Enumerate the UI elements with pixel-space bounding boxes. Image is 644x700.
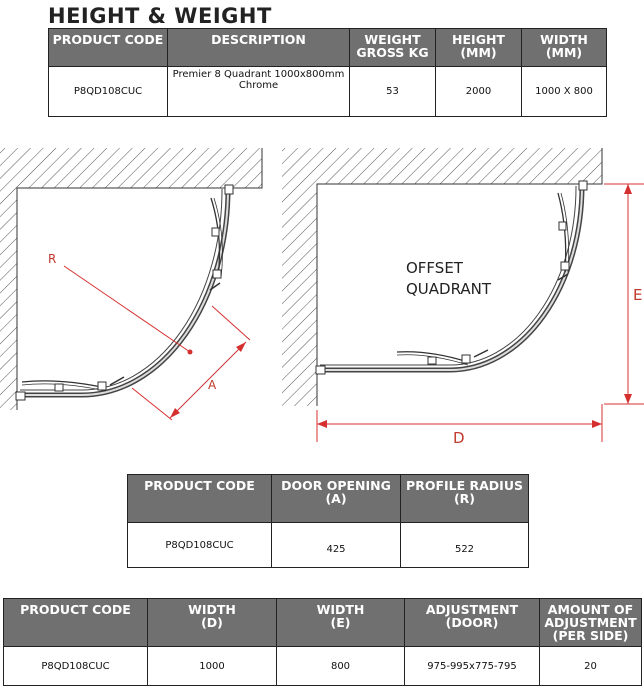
cell-height: 2000 [436, 67, 522, 117]
table-row [128, 523, 529, 568]
header-profile-radius: PROFILE RADIUS (R) [401, 475, 529, 523]
label-a: A [208, 378, 217, 392]
table-header-row [4, 599, 642, 647]
header-width: WIDTH (MM) [522, 29, 607, 67]
cell-width-d: 1000 [148, 647, 277, 686]
header-adjustment-door: ADJUSTMENT (DOOR) [405, 599, 540, 647]
dimensions-adjustment-table [3, 598, 642, 686]
header-width-d: WIDTH (D) [148, 599, 277, 647]
cell-weight: 53 [350, 67, 436, 117]
right-wall-hatching [282, 148, 602, 406]
header-door-opening: DOOR OPENING (A) [272, 475, 401, 523]
header-product-code: PRODUCT CODE [49, 29, 168, 67]
offset-label-line2: QUADRANT [406, 280, 492, 298]
cell-description: Premier 8 Quadrant 1000x800mm Chrome [168, 67, 350, 117]
cell-width: 1000 X 800 [522, 67, 607, 117]
table-row [4, 647, 642, 686]
header-product-code: PRODUCT CODE [4, 599, 148, 647]
header-height: HEIGHT (MM) [436, 29, 522, 67]
header-description: DESCRIPTION [168, 29, 350, 67]
label-d: D [453, 429, 465, 447]
label-e: E [633, 286, 643, 304]
offset-label-line1: OFFSET [406, 259, 463, 277]
label-r: R [48, 252, 57, 266]
left-shower-profile [16, 185, 233, 400]
cell-profile-radius: 522 [401, 523, 529, 568]
left-wall-hatching [0, 148, 262, 410]
header-amount-adjustment: AMOUNT OF ADJUSTMENT (PER SIDE) [540, 599, 642, 647]
cell-product-code: P8QD108CUC [128, 523, 272, 568]
cell-product-code: P8QD108CUC [4, 647, 148, 686]
cell-width-e: 800 [277, 647, 405, 686]
cell-adjustment-door: 975-995x775-795 [405, 647, 540, 686]
header-weight: WEIGHT GROSS KG [350, 29, 436, 67]
header-width-e: WIDTH (E) [277, 599, 405, 647]
door-opening-table [127, 474, 529, 568]
right-shower-profile [316, 181, 587, 374]
cell-amount-adjustment: 20 [540, 647, 642, 686]
page-title: HEIGHT & WEIGHT [48, 4, 272, 28]
table-header-row [128, 475, 529, 523]
right-dimensions [317, 184, 644, 442]
header-product-code: PRODUCT CODE [128, 475, 272, 523]
cell-product-code: P8QD108CUC [49, 67, 168, 117]
cell-door-opening: 425 [272, 523, 401, 568]
